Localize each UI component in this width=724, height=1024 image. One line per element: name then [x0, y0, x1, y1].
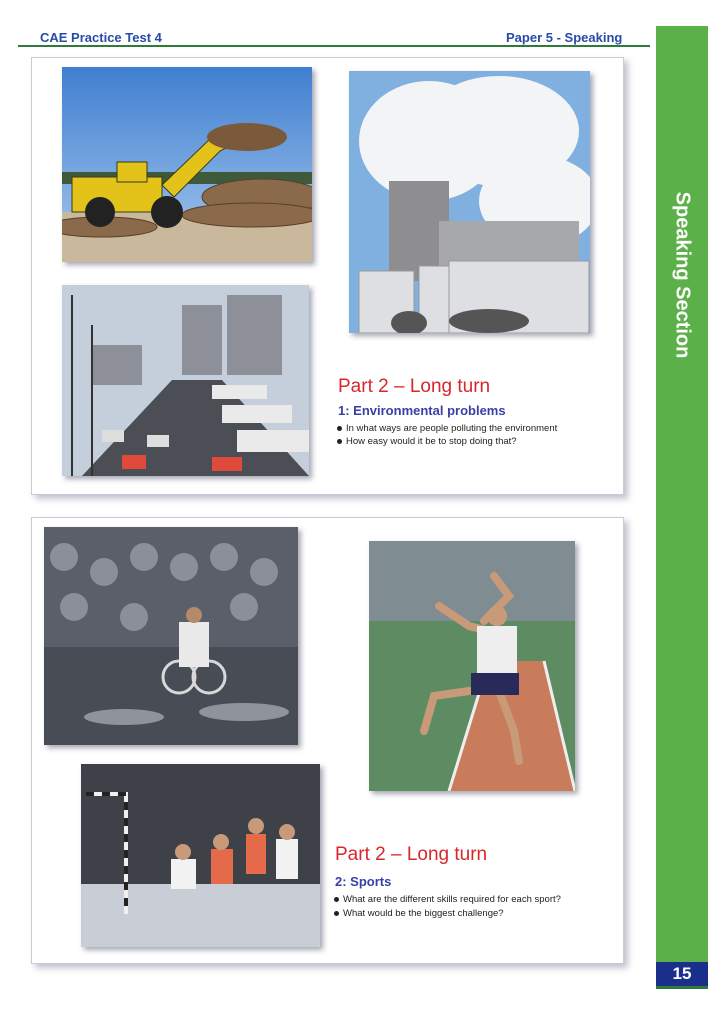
- bullet-icon: [337, 426, 342, 431]
- bullet-icon: [334, 897, 339, 902]
- section1-question-2: [337, 436, 517, 447]
- section1-question-1-text: In what ways are people polluting the environment: [346, 423, 558, 434]
- logging-photo: [62, 67, 312, 262]
- factory-photo: [349, 71, 590, 333]
- header-test-title: CAE Practice Test 4: [40, 30, 162, 45]
- header-paper-title: Paper 5 - Speaking: [506, 30, 623, 45]
- section1-question-1: [337, 423, 557, 434]
- bullet-icon: [337, 439, 342, 444]
- page-number-rule: [656, 986, 708, 989]
- section2-subtitle: 2: Sports: [335, 874, 392, 889]
- section2-title: Part 2 – Long turn: [335, 844, 488, 865]
- bullet-icon: [334, 911, 339, 916]
- wheelchair-race-photo: [44, 527, 298, 745]
- handball-photo: [81, 764, 320, 947]
- header-divider: [18, 45, 650, 47]
- page-number: 15: [672, 964, 692, 983]
- section2-question-2: [334, 908, 504, 919]
- section2-question-2-text: What would be the biggest challenge?: [343, 908, 504, 919]
- section1-title: Part 2 – Long turn: [338, 376, 491, 397]
- section2-question-1: [334, 894, 561, 905]
- section1-subtitle: 1: Environmental problems: [338, 403, 506, 418]
- page-number-box: [656, 962, 708, 986]
- side-section-title: [656, 160, 708, 390]
- section1-question-2-text: How easy would it be to stop doing that?: [346, 436, 517, 447]
- section2-question-1-text: What are the different skills required for each sport?: [343, 894, 561, 905]
- side-section-title-text: Speaking Section: [671, 191, 694, 359]
- traffic-photo: [62, 285, 309, 476]
- long-jump-photo: [369, 541, 575, 791]
